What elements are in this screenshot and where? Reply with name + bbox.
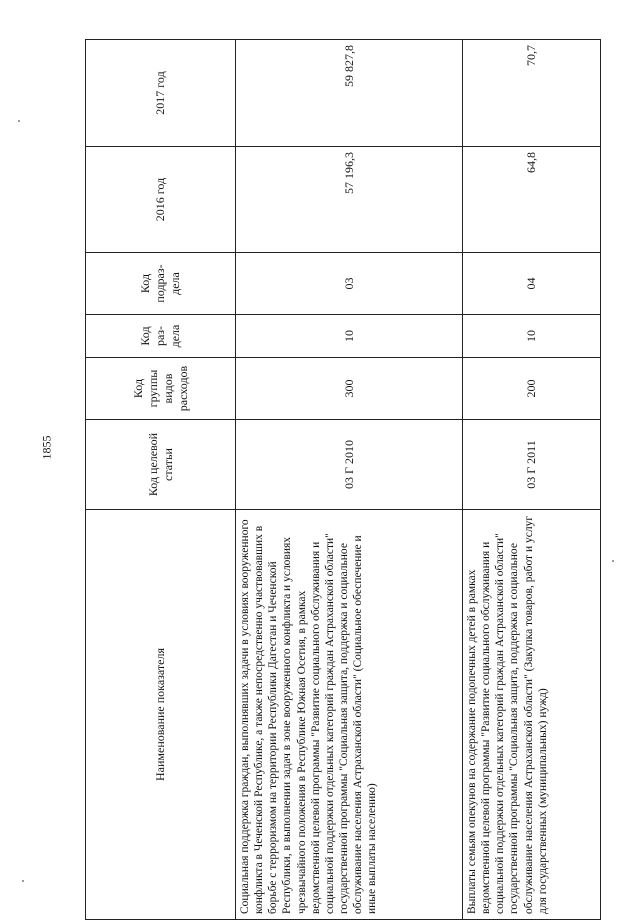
scan-speck <box>612 560 614 562</box>
row-expense-group: 200 <box>463 358 601 420</box>
table-header-row <box>86 40 236 920</box>
row-2016: 64,8 <box>463 147 601 253</box>
row-section: 10 <box>463 315 601 358</box>
table-row <box>463 40 601 920</box>
header-2017: 2017 год <box>86 40 236 147</box>
page-number: 1855 <box>39 435 54 460</box>
row-name: Социальная поддержка граждан, выполнявших задачи в условиях вооруженного конфликта в Чеченской Республике, а также непосредственно участвовавших в борьбе с терроризмом на территории Республики Дагестан и Чеченской Республики, в выполнении задач в зоне вооруженного конфликта и условиях чрезвычайного положения в Республике Южная Осетия, в рамках ведомственной целевой программы "Развитие социального обслуживания и социальной поддержки отдельных категорий граждан Астраханской области" государственной программы "Социальная защита, поддержка и социальное обслуживание населения Астраханской области" (Социальное обеспечение и иные выплаты населению) <box>236 510 463 920</box>
budget-table <box>85 39 601 920</box>
header-section: Код раз- дела <box>86 315 236 358</box>
header-name: Наименование показателя <box>86 510 236 920</box>
row-section: 10 <box>236 315 463 358</box>
table-row <box>236 40 463 920</box>
row-name: Выплаты семьям опекунов на содержание подопечных детей в рамках ведомственной целевой программы "Развитие социального обслуживания и социальной поддержки отдельных категорий граждан Астраханской области" государственной программы "Социальная защита, поддержка и социальное обслуживание населения Астраханской области" (Закупка товаров, работ и услуг для государственных (муниципальных) нужд) <box>463 510 601 920</box>
scan-speck <box>18 120 20 122</box>
row-2017: 70,7 <box>463 40 601 147</box>
row-2017: 59 827,8 <box>236 40 463 147</box>
header-target-code: Код целевой статьи <box>86 420 236 510</box>
header-2016: 2016 год <box>86 147 236 253</box>
header-subsection: Код подраз- дела <box>86 253 236 315</box>
row-subsection: 04 <box>463 253 601 315</box>
row-subsection: 03 <box>236 253 463 315</box>
row-expense-group: 300 <box>236 358 463 420</box>
row-target-code: 03 Г 2011 <box>463 420 601 510</box>
header-expense-group: Код группы видов расходов <box>86 358 236 420</box>
scan-speck <box>22 880 24 882</box>
budget-table-container <box>85 40 600 920</box>
row-target-code: 03 Г 2010 <box>236 420 463 510</box>
row-2016: 57 196,3 <box>236 147 463 253</box>
